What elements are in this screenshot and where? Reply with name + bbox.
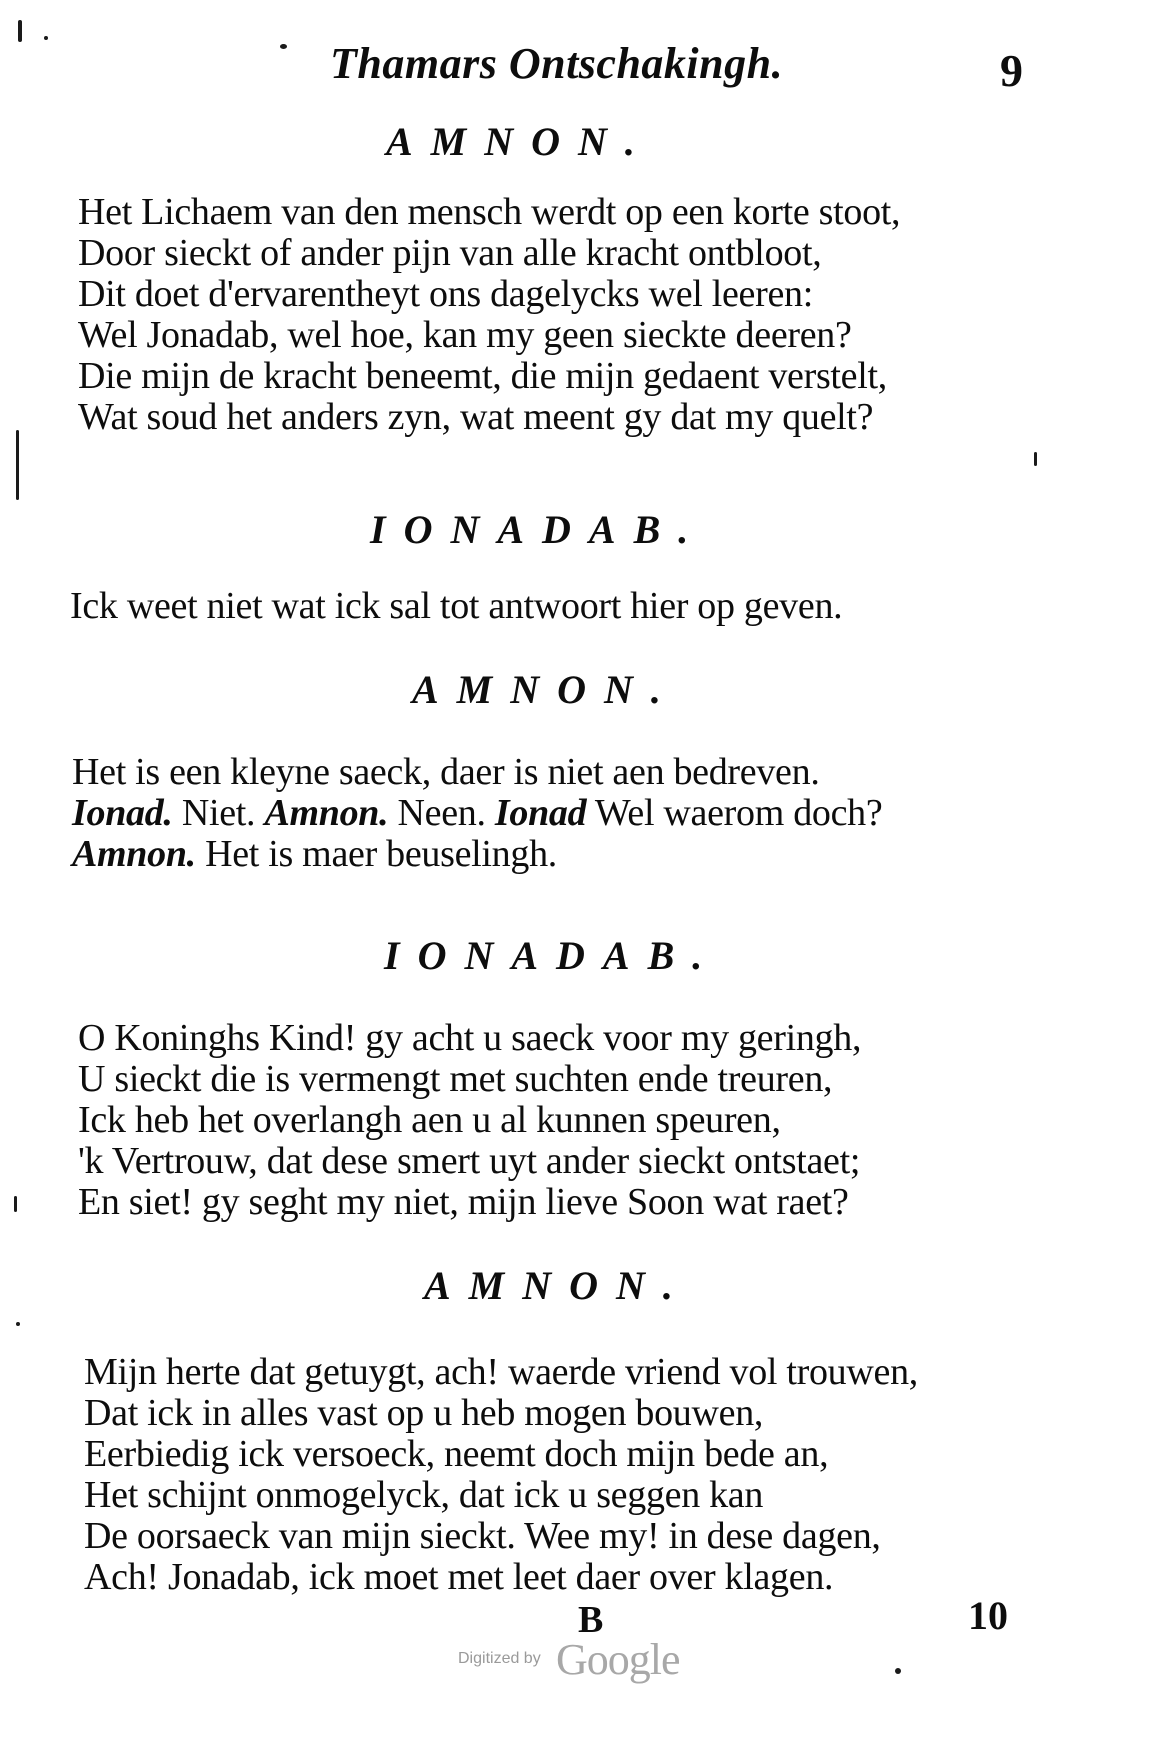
page-number: 9: [1000, 45, 1023, 96]
verse-block: [72, 752, 1032, 875]
verse-line: Eerbiedig ick versoeck, neemt doch mijn bede an,: [84, 1433, 829, 1475]
verse-line: Het Lichaem van den mensch werdt op een korte stoot,: [78, 191, 901, 233]
verse-line: Ick weet niet wat ick sal tot antwoort hier op geven.: [70, 585, 843, 627]
verse-line: De oorsaeck van mijn sieckt. Wee my! in dese dagen,: [84, 1515, 881, 1557]
ink-speck: [44, 36, 48, 40]
ink-speck: [280, 44, 287, 49]
dialogue-text: Het is maer beuselingh.: [195, 833, 557, 875]
ink-speck: [895, 1668, 901, 1674]
verse-line: Door sieckt of ander pijn van alle kracht ontbloot,: [78, 232, 822, 274]
margin-mark: [18, 20, 22, 42]
ink-speck: [1034, 452, 1037, 466]
verse-block: [78, 192, 1038, 438]
verse-line: En siet! gy seght my niet, mijn lieve Soon wat raet?: [78, 1181, 849, 1223]
verse-line: Dat ick in alles vast op u heb mogen bouwen,: [84, 1392, 764, 1434]
speaker-abbrev: Ionad: [494, 792, 587, 834]
verse-line: Het schijnt onmogelyck, dat ick u seggen kan: [84, 1474, 764, 1516]
speaker-heading: IONADAB.: [370, 507, 707, 552]
verse-line: O Koninghs Kind! gy acht u saeck voor my geringh,: [78, 1017, 862, 1059]
speaker-heading: AMNON.: [412, 667, 679, 712]
verse-line: U sieckt die is vermengt met suchten ende treuren,: [78, 1058, 833, 1100]
verse-line: 'k Vertrouw, dat dese smert uyt ander sieckt ontstaet;: [78, 1140, 861, 1182]
verse-line: Wel Jonadab, wel hoe, kan my geen sieckte deeren?: [78, 314, 852, 356]
verse-block: [70, 586, 1030, 627]
verse-block: [78, 1018, 1038, 1223]
verse-line: Mijn herte dat getuygt, ach! waerde vriend vol trouwen,: [84, 1351, 918, 1393]
ink-speck: [16, 1322, 20, 1326]
dialogue-text: Neen.: [388, 792, 495, 834]
dialogue-line: [72, 834, 1032, 875]
signature-mark: B: [578, 1599, 604, 1641]
digitized-by-label: Digitized by: [458, 1650, 541, 1667]
verse-line: Ick heb het overlangh aen u al kunnen speuren,: [78, 1099, 781, 1141]
margin-mark: [14, 1196, 17, 1212]
verse-line: Wat soud het anders zyn, wat meent gy dat my quelt?: [78, 396, 874, 438]
verse-line: Ach! Jonadab, ick moet met leet daer over klagen.: [84, 1556, 834, 1598]
margin-mark: [16, 430, 19, 500]
speaker-heading: IONADAB.: [384, 933, 721, 978]
speaker-heading: AMNON.: [386, 119, 653, 164]
verse-line: Dit doet d'ervarentheyt ons dagelycks wel leeren:: [78, 273, 813, 315]
dialogue-text: Niet.: [172, 792, 265, 834]
dialogue-line: [72, 793, 1032, 834]
verse-block: [84, 1352, 1044, 1598]
speaker-abbrev: Amnon.: [264, 792, 389, 834]
verse-line: Die mijn de kracht beneemt, die mijn gedaent verstelt,: [78, 355, 887, 397]
dialogue-text: Wel waerom doch?: [586, 792, 883, 834]
verse-line: Het is een kleyne saeck, daer is niet aen bedreven.: [72, 751, 820, 793]
running-head: Thamars Ontschakingh.: [330, 39, 784, 88]
speaker-abbrev: Ionad.: [72, 792, 173, 834]
catchword: 10: [968, 1593, 1008, 1638]
google-watermark: Google: [556, 1635, 680, 1684]
speaker-abbrev: Amnon.: [72, 833, 196, 875]
speaker-heading: AMNON.: [424, 1263, 691, 1308]
